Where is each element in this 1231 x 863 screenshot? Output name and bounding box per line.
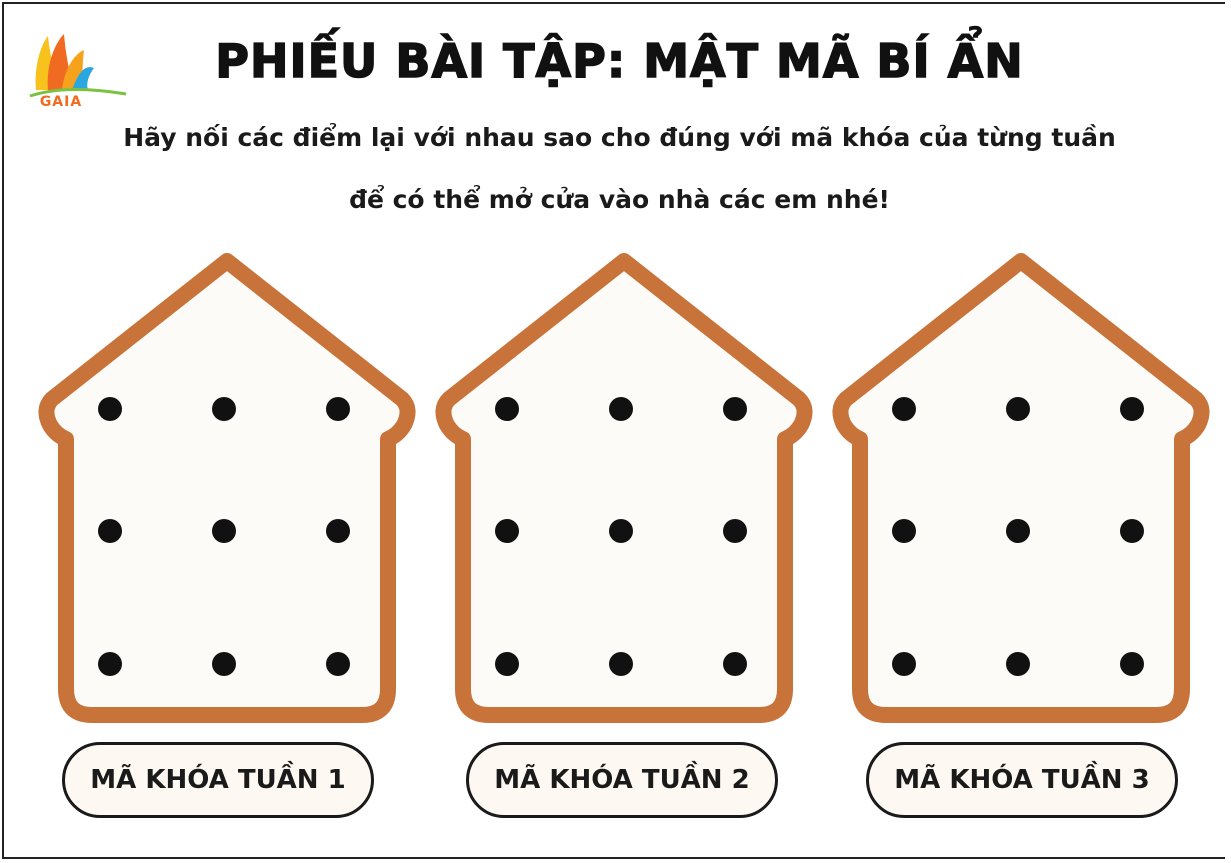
connect-dot[interactable] <box>326 652 350 676</box>
week-1-label: MÃ KHÓA TUẦN 1 <box>62 742 374 818</box>
connect-dot[interactable] <box>892 652 916 676</box>
house-outline-2 <box>429 249 819 729</box>
week-3-label: MÃ KHÓA TUẦN 3 <box>866 742 1178 818</box>
house-outline-3 <box>826 249 1216 729</box>
connect-dot[interactable] <box>609 397 633 421</box>
connect-dot[interactable] <box>892 519 916 543</box>
connect-dot[interactable] <box>609 652 633 676</box>
house-week-2 <box>429 249 819 729</box>
connect-dot[interactable] <box>1006 652 1030 676</box>
connect-dot[interactable] <box>495 519 519 543</box>
connect-dot[interactable] <box>98 652 122 676</box>
house-week-1 <box>32 249 422 729</box>
house-outline-1 <box>32 249 422 729</box>
worksheet-page <box>2 2 1225 859</box>
connect-dot[interactable] <box>212 519 236 543</box>
connect-dot[interactable] <box>1006 519 1030 543</box>
connect-dot[interactable] <box>1006 397 1030 421</box>
connect-dot[interactable] <box>1120 397 1144 421</box>
page-title: PHIẾU BÀI TẬP: MẬT MÃ BÍ ẨN <box>215 34 1024 88</box>
connect-dot[interactable] <box>212 397 236 421</box>
connect-dot[interactable] <box>98 519 122 543</box>
connect-dot[interactable] <box>723 652 747 676</box>
connect-dot[interactable] <box>723 397 747 421</box>
connect-dot[interactable] <box>723 519 747 543</box>
connect-dot[interactable] <box>609 519 633 543</box>
connect-dot[interactable] <box>1120 519 1144 543</box>
instruction-line-1: Hãy nối các điểm lại với nhau sao cho đúng với mã khóa của từng tuần <box>123 123 1116 152</box>
instruction-line-2: để có thể mở cửa vào nhà các em nhé! <box>349 185 890 214</box>
week-2-label: MÃ KHÓA TUẦN 2 <box>466 742 778 818</box>
house-week-3 <box>826 249 1216 729</box>
connect-dot[interactable] <box>892 397 916 421</box>
logo-text: GAIA <box>39 94 83 110</box>
connect-dot[interactable] <box>1120 652 1144 676</box>
connect-dot[interactable] <box>212 652 236 676</box>
connect-dot[interactable] <box>98 397 122 421</box>
connect-dot[interactable] <box>495 397 519 421</box>
connect-dot[interactable] <box>495 652 519 676</box>
connect-dot[interactable] <box>326 519 350 543</box>
connect-dot[interactable] <box>326 397 350 421</box>
